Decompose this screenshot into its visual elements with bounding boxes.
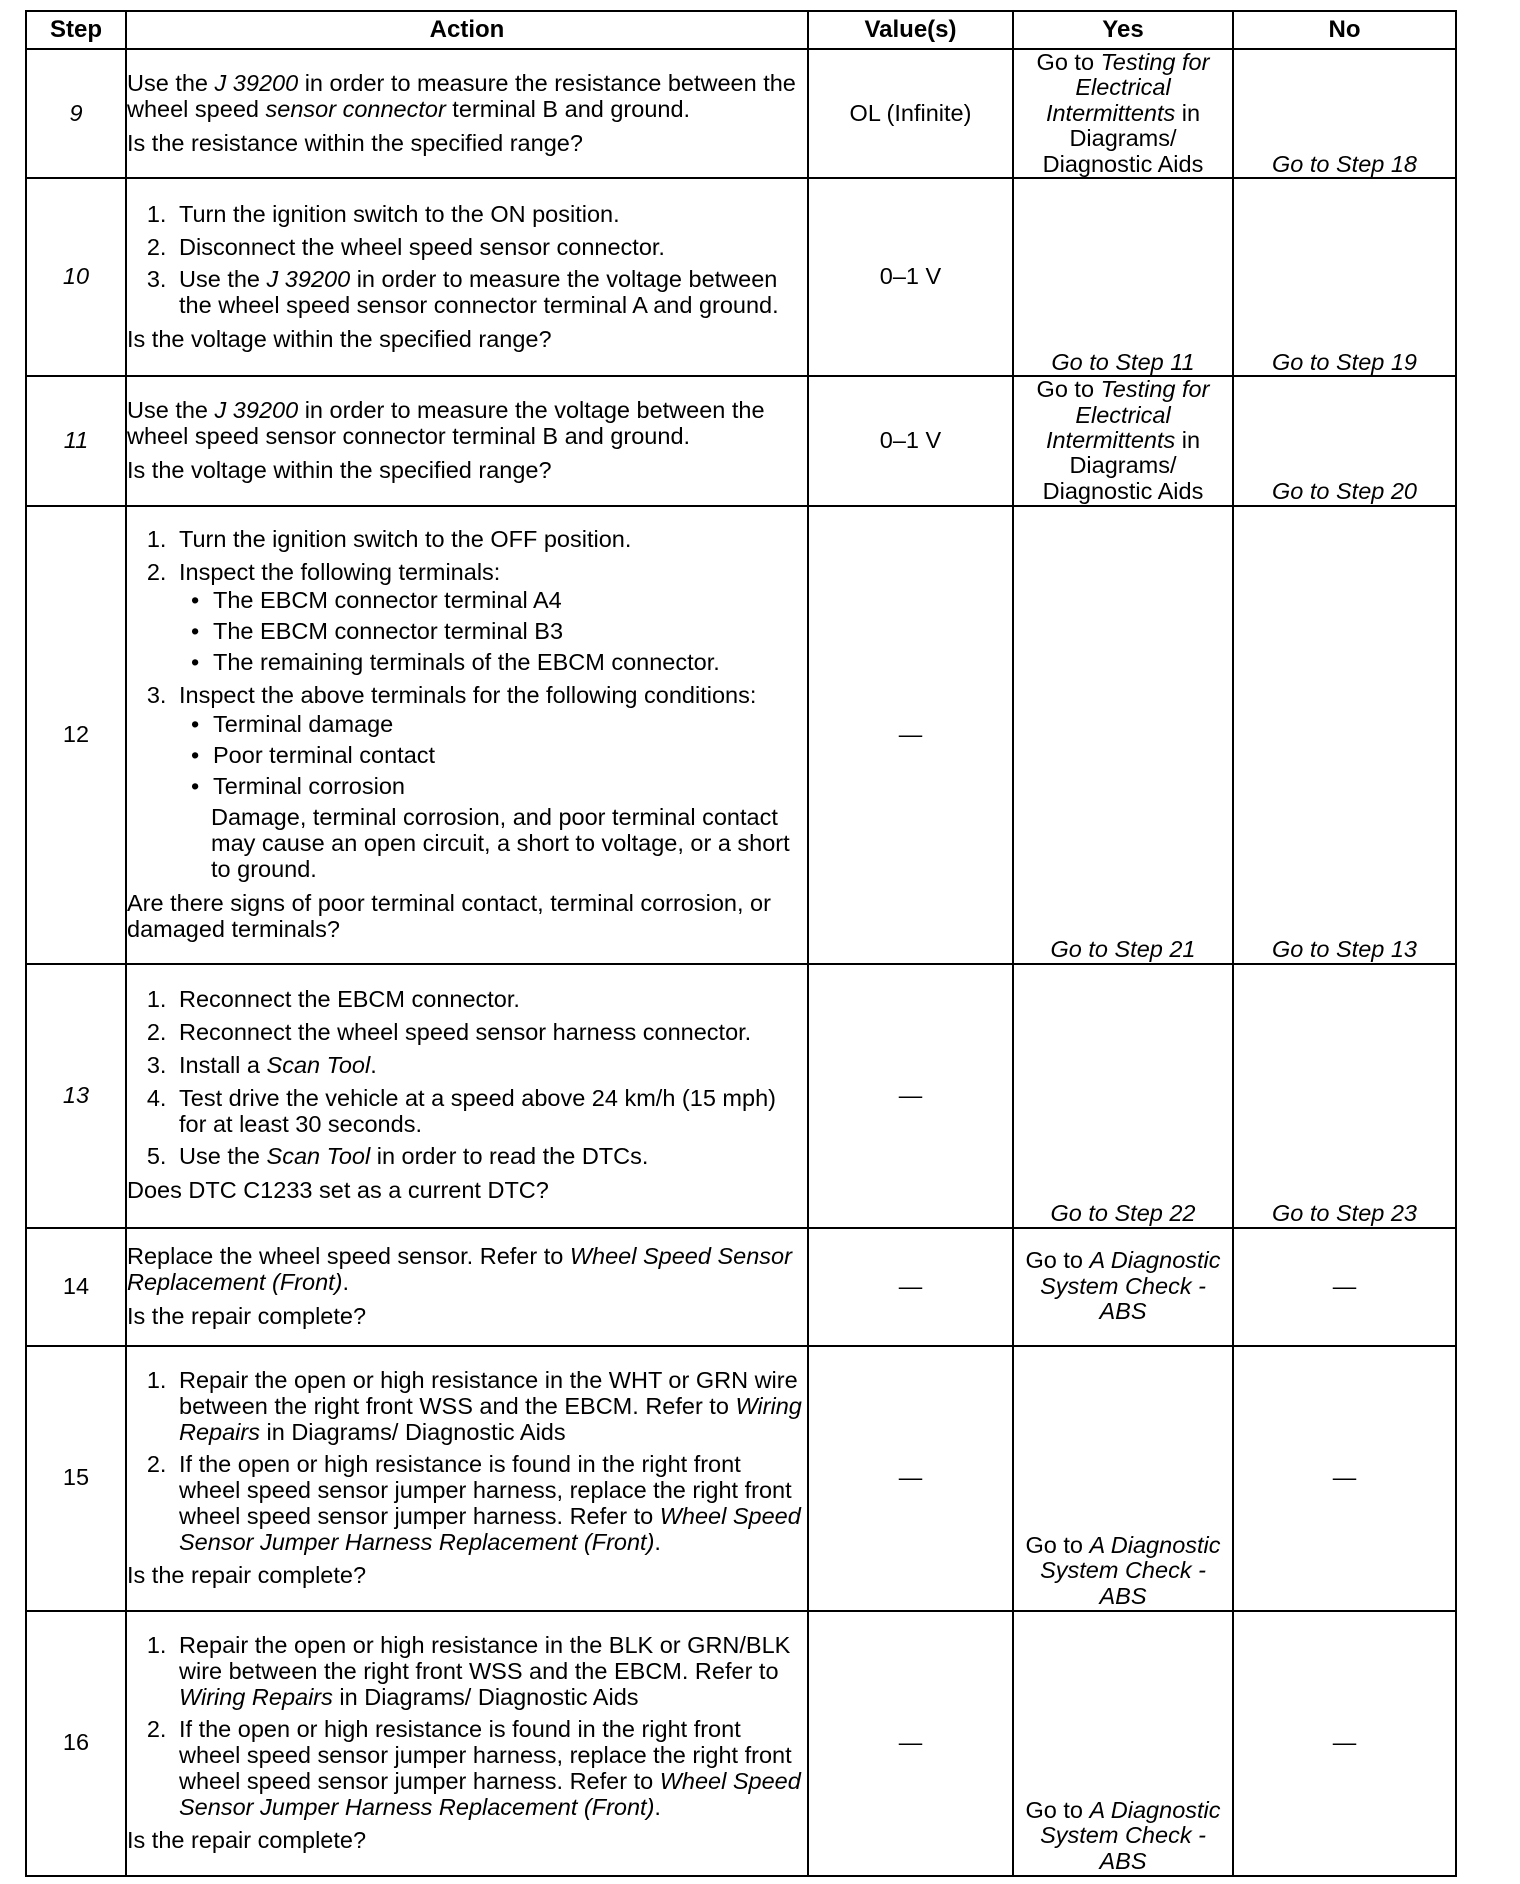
- value-cell: —: [808, 1346, 1013, 1611]
- value-cell: —: [808, 506, 1013, 964]
- table-row: [26, 376, 1456, 505]
- terminal-list: [179, 588, 807, 676]
- step-number: 10: [26, 178, 126, 376]
- value-cell: OL (Infinite): [808, 49, 1013, 178]
- action-text: Replace the wheel speed sensor. Refer to Wheel Speed Sensor Replacement (Front).: [127, 1242, 792, 1295]
- action-step: 3. Use the J 39200 in order to measure the voltage between the wheel speed sensor connector terminal A and ground.: [173, 267, 807, 319]
- action-question: Is the voltage within the specified range?: [127, 326, 552, 353]
- no-cell: Go to Step 23: [1233, 964, 1456, 1228]
- action-step: 1. Repair the open or high resistance in the WHT or GRN wire between the right front WSS and the EBCM. Refer to Wiring Repairs in Diagrams/ Diagnostic Aids: [173, 1368, 807, 1446]
- value-cell: —: [808, 1228, 1013, 1346]
- action-question: Does DTC C1233 set as a current DTC?: [127, 1177, 549, 1204]
- yes-cell: Go to Testing for Electrical Intermittents in Diagrams/ Diagnostic Aids: [1013, 49, 1233, 178]
- value-cell: 0–1 V: [808, 376, 1013, 505]
- step-number: 11: [26, 376, 126, 505]
- step-number: 16: [26, 1611, 126, 1876]
- action-cell: [126, 506, 808, 964]
- table-row: [26, 964, 1456, 1228]
- no-cell: Go to Step 13: [1233, 506, 1456, 964]
- action-step: 3. Inspect the above terminals for the following conditions: • Terminal damage • Poor terminal contact • Terminal corrosion Damage, terminal corrosion, and poor terminal contact may cause an open circuit, a short to voltage, or a short to ground.: [173, 683, 807, 883]
- action-step: 1. Turn the ignition switch to the ON position.: [173, 202, 807, 228]
- action-question: Is the resistance within the specified range?: [127, 129, 583, 156]
- action-steps: [127, 1633, 807, 1821]
- list-item: • Terminal corrosion: [209, 774, 807, 800]
- no-cell: Go to Step 19: [1233, 178, 1456, 376]
- action-step: 5. Use the Scan Tool in order to read the DTCs.: [173, 1144, 807, 1170]
- action-step: 3. Install a Scan Tool.: [173, 1053, 807, 1079]
- header-yes: Yes: [1013, 11, 1233, 49]
- no-cell: —: [1233, 1611, 1456, 1876]
- table-row: [26, 1611, 1456, 1876]
- action-steps: [127, 987, 807, 1170]
- list-item: • Poor terminal contact: [209, 743, 807, 769]
- list-item: • The remaining terminals of the EBCM connector.: [209, 650, 807, 676]
- step-number: 9: [26, 49, 126, 178]
- action-cell: [126, 376, 808, 505]
- action-cell: [126, 178, 808, 376]
- action-step: 2. Reconnect the wheel speed sensor harness connector.: [173, 1020, 807, 1046]
- condition-note: Damage, terminal corrosion, and poor terminal contact may cause an open circuit, a short to voltage, or a short to ground.: [211, 804, 790, 883]
- action-question: Is the repair complete?: [127, 1561, 367, 1588]
- header-values: Value(s): [808, 11, 1013, 49]
- no-cell: —: [1233, 1346, 1456, 1611]
- no-cell: Go to Step 18: [1233, 49, 1456, 178]
- yes-cell: Go to Testing for Electrical Intermittents in Diagrams/ Diagnostic Aids: [1013, 376, 1233, 505]
- action-step: 4. Test drive the vehicle at a speed above 24 km/h (15 mph) for at least 30 seconds.: [173, 1086, 807, 1138]
- action-cell: [126, 964, 808, 1228]
- yes-cell: Go to Step 22: [1013, 964, 1233, 1228]
- table-row: [26, 178, 1456, 376]
- diagnostic-table: [25, 10, 1457, 1877]
- value-cell: 0–1 V: [808, 178, 1013, 376]
- value-cell: —: [808, 1611, 1013, 1876]
- step-number: 12: [26, 506, 126, 964]
- yes-cell: Go to A Diagnostic System Check - ABS: [1013, 1346, 1233, 1611]
- value-cell: —: [808, 964, 1013, 1228]
- step-number: 13: [26, 964, 126, 1228]
- header-action: Action: [126, 11, 808, 49]
- action-steps: [127, 527, 807, 883]
- action-question: Is the repair complete?: [127, 1826, 367, 1853]
- action-cell: [126, 1611, 808, 1876]
- list-item: • Terminal damage: [209, 712, 807, 738]
- table-row: [26, 506, 1456, 964]
- header-step: Step: [26, 11, 126, 49]
- action-cell: [126, 1228, 808, 1346]
- step-number: 15: [26, 1346, 126, 1611]
- action-step: 1. Turn the ignition switch to the OFF position.: [173, 527, 807, 553]
- action-step: 1. Reconnect the EBCM connector.: [173, 987, 807, 1013]
- action-question: Are there signs of poor terminal contact, terminal corrosion, or damaged terminals?: [127, 889, 771, 942]
- action-text: Use the J 39200 in order to measure the resistance between the wheel speed sensor connector terminal B and ground.: [127, 69, 796, 122]
- action-step: 2. If the open or high resistance is found in the right front wheel speed sensor jumper harness, replace the right front wheel speed sensor jumper harness. Refer to Wheel Speed Sensor Jumper Harness Replacement (Front).: [173, 1717, 807, 1820]
- step-number: 14: [26, 1228, 126, 1346]
- table-row: [26, 1228, 1456, 1346]
- action-step: 1. Repair the open or high resistance in the BLK or GRN/BLK wire between the right front WSS and the EBCM. Refer to Wiring Repairs in Diagrams/ Diagnostic Aids: [173, 1633, 807, 1711]
- action-question: Is the voltage within the specified range?: [127, 456, 552, 483]
- yes-cell: Go to Step 21: [1013, 506, 1233, 964]
- table-row: [26, 1346, 1456, 1611]
- list-item: • The EBCM connector terminal A4: [209, 588, 807, 614]
- condition-list: [179, 712, 807, 800]
- action-text: Use the J 39200 in order to measure the voltage between the wheel speed sensor connector terminal B and ground.: [127, 397, 765, 450]
- yes-cell: Go to A Diagnostic System Check - ABS: [1013, 1228, 1233, 1346]
- yes-cell: Go to Step 11: [1013, 178, 1233, 376]
- table-row: [26, 49, 1456, 178]
- action-cell: [126, 1346, 808, 1611]
- action-question: Is the repair complete?: [127, 1302, 367, 1329]
- action-step: 2. Disconnect the wheel speed sensor connector.: [173, 235, 807, 261]
- action-steps: [127, 202, 807, 319]
- no-cell: Go to Step 20: [1233, 376, 1456, 505]
- yes-cell: Go to A Diagnostic System Check - ABS: [1013, 1611, 1233, 1876]
- no-cell: —: [1233, 1228, 1456, 1346]
- action-steps: [127, 1368, 807, 1556]
- action-step: 2. Inspect the following terminals: • The EBCM connector terminal A4 • The EBCM connector terminal B3 • The remaining terminals of the EBCM connector.: [173, 560, 807, 676]
- header-row: [26, 11, 1456, 49]
- header-no: No: [1233, 11, 1456, 49]
- action-cell: [126, 49, 808, 178]
- action-step: 2. If the open or high resistance is found in the right front wheel speed sensor jumper harness, replace the right front wheel speed sensor jumper harness. Refer to Wheel Speed Sensor Jumper Harness Replacement (Front).: [173, 1452, 807, 1555]
- list-item: • The EBCM connector terminal B3: [209, 619, 807, 645]
